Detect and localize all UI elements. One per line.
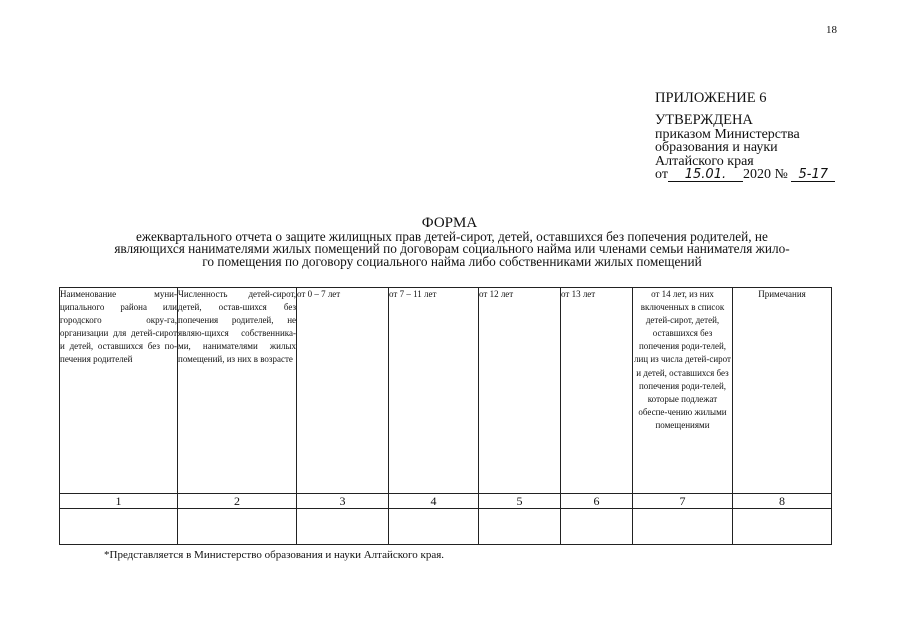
data-cell[interactable] xyxy=(633,509,733,545)
header-cell-count: Численность детей-сирот, детей, остав-шихся без попечения родителей, не являю-щихся собственника-ми, нанимателями жилых помещений, из них в возрасте xyxy=(178,288,297,494)
approved-label: УТВЕРЖДЕНА xyxy=(655,112,753,128)
header-cell-age-7-11: от 7 – 11 лет xyxy=(389,288,479,494)
header-cell-notes: Примечания xyxy=(733,288,832,494)
data-cell[interactable] xyxy=(561,509,633,545)
handwritten-number: 5-17 xyxy=(791,169,835,182)
data-entry-row xyxy=(60,509,832,545)
approval-block xyxy=(655,114,835,182)
header-cell-age-12: от 12 лет xyxy=(479,288,561,494)
column-number: 7 xyxy=(633,494,733,509)
data-cell[interactable] xyxy=(297,509,389,545)
column-number: 1 xyxy=(60,494,178,509)
column-number: 3 xyxy=(297,494,389,509)
appendix-label: ПРИЛОЖЕНИЕ 6 xyxy=(655,90,767,106)
header-cell-municipality: Наименование муни-ципального района или городского окру-га, организации для детей-сирот и детей, оставшихся без по-печения родителей xyxy=(60,288,178,494)
approval-line-2: образования и науки xyxy=(655,140,778,156)
page-number: 18 xyxy=(826,24,837,36)
form-subtitle xyxy=(52,231,852,268)
header-cell-age-0-7: от 0 – 7 лет xyxy=(297,288,389,494)
column-number: 5 xyxy=(479,494,561,509)
approval-line-3: Алтайского края xyxy=(655,153,754,169)
from-label: от xyxy=(655,167,668,183)
column-number: 4 xyxy=(389,494,479,509)
column-number: 8 xyxy=(733,494,832,509)
data-cell[interactable] xyxy=(479,509,561,545)
subtitle-line-1: ежеквартального отчета о защите жилищных прав детей-сирот, детей, оставшихся без попечения родителей, не xyxy=(136,229,768,244)
header-cell-age-13: от 13 лет xyxy=(561,288,633,494)
column-number: 6 xyxy=(561,494,633,509)
data-cell[interactable] xyxy=(60,509,178,545)
data-cell[interactable] xyxy=(178,509,297,545)
year-label: 2020 № xyxy=(742,167,788,183)
subtitle-line-3: го помещения по договору социального найма либо собственниками жилых помещений xyxy=(202,253,702,269)
handwritten-date: 15.01. xyxy=(668,169,743,182)
form-title: ФОРМА xyxy=(421,215,478,231)
header-cell-age-14: от 14 лет, из них включенных в список детей-сирот, детей, оставшихся без попечения роди-телей, лиц из числа детей-сирот и детей, оставшихся без попечения роди-телей, которые подлежат обеспе-чению жилыми помещениями xyxy=(633,288,733,494)
footnote: *Представляется в Министерство образования и науки Алтайского края. xyxy=(104,549,445,561)
column-number-row xyxy=(60,494,832,509)
table-header-row xyxy=(60,288,832,494)
column-number: 2 xyxy=(178,494,297,509)
data-cell[interactable] xyxy=(389,509,479,545)
data-cell[interactable] xyxy=(733,509,832,545)
report-table xyxy=(59,287,832,545)
approval-line-1: приказом Министерства xyxy=(655,126,800,142)
subtitle-line-2: являющихся нанимателями жилых помещений по договорам социального найма или членами семьи нанимателя жило- xyxy=(114,241,790,257)
approval-date-line xyxy=(655,168,835,182)
